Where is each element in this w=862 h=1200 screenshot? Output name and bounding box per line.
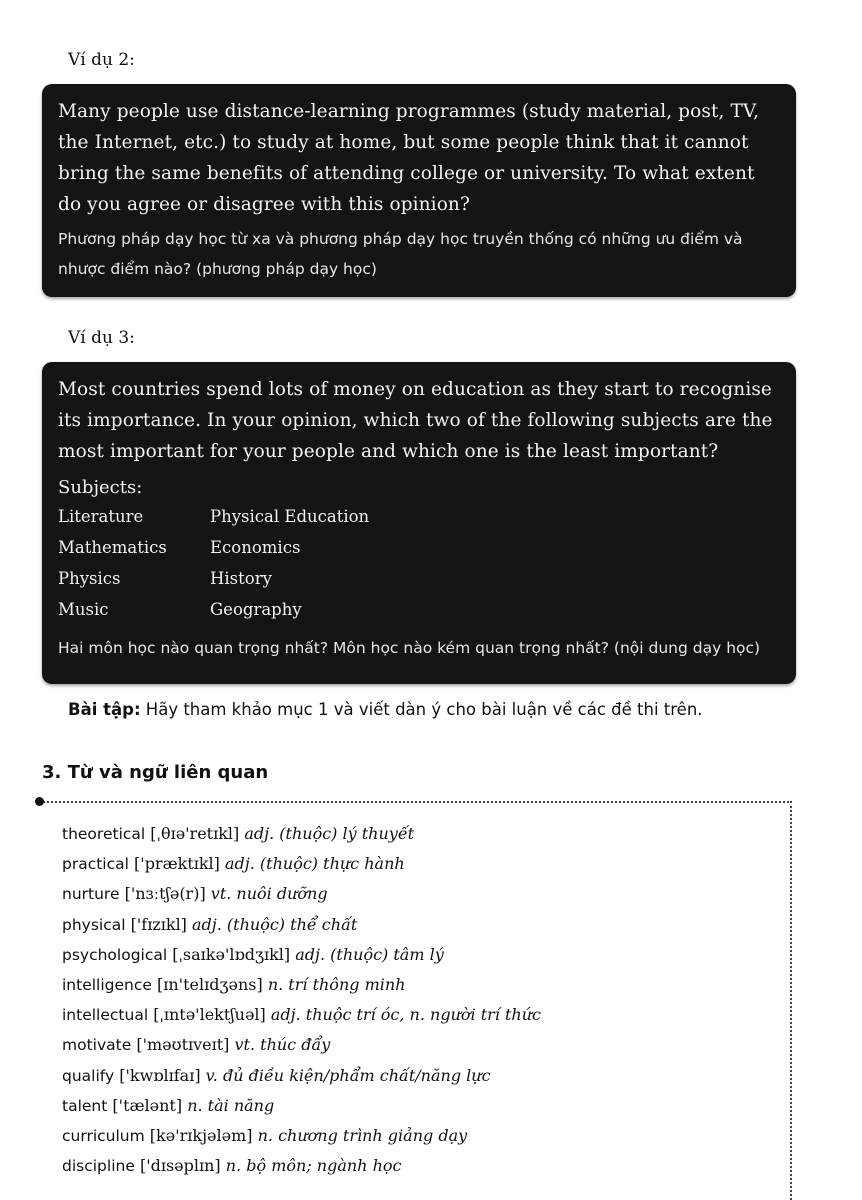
vocab-meaning: adj. (thuộc) thực hành — [225, 854, 405, 874]
subject-item: Physics — [58, 569, 121, 588]
subject-item: History — [210, 569, 272, 588]
vocab-meaning: adj. thuộc trí óc, n. người trí thức — [270, 1005, 541, 1025]
subject-item: Geography — [210, 600, 302, 619]
vocab-word: nurture — [62, 885, 120, 904]
vocab-word: intellectual — [62, 1006, 149, 1025]
subjects-list — [58, 501, 778, 625]
vocab-meaning: vt. thúc đẩy — [234, 1035, 331, 1055]
vocab-word: motivate — [62, 1036, 132, 1055]
bullet-dot-icon — [35, 797, 44, 806]
vocab-meaning: adj. (thuộc) lý thuyết — [244, 824, 415, 843]
vocab-meaning: n. trí thông minh — [267, 975, 406, 995]
example-3-prompt: Most countries spend lots of money on education as they start to recognise its importance. In your opinion, which two of the following subjects are the most important for your people and which one is the least important? — [58, 379, 773, 462]
vocab-row — [62, 1000, 541, 1030]
vocab-row — [62, 1151, 541, 1181]
vocab-ipa: ['kwɒlɪfaɪ] — [119, 1065, 201, 1085]
vocab-word: discipline — [62, 1157, 135, 1176]
example-2-translation: Phương pháp dạy học từ xa và phương pháp dạy học truyền thống có những ưu điểm và nhược điểm nào? (phương pháp dạy học) — [58, 230, 743, 278]
vocab-ipa: ['dɪsəplɪn] — [139, 1156, 221, 1176]
vocab-word: psychological — [62, 945, 168, 964]
vocab-meaning: n. chương trình giảng dạy — [257, 1126, 468, 1146]
subject-item: Economics — [210, 538, 301, 557]
subject-item: Mathematics — [58, 538, 167, 557]
vocab-ipa: ['məʊtɪveɪt] — [136, 1035, 230, 1055]
vocab-word: practical — [62, 855, 129, 874]
vocab-meaning: n. bộ môn; ngành học — [225, 1156, 402, 1176]
vocab-word: qualify — [62, 1066, 115, 1085]
subject-item: Literature — [58, 507, 144, 526]
vocab-row — [62, 819, 541, 849]
vocab-row — [62, 1091, 541, 1121]
example-3-label: Ví dụ 3: — [68, 328, 135, 348]
vocab-row — [62, 910, 541, 940]
vocab-word: intelligence — [62, 976, 152, 995]
vocab-ipa: ['fɪzɪkl] — [130, 914, 187, 934]
subjects-title: Subjects: — [58, 477, 143, 498]
example-3-box — [42, 362, 796, 684]
section-title: 3. Từ và ngữ liên quan — [42, 762, 269, 783]
vocab-ipa: ['nɜːtʃə(r)] — [124, 884, 206, 904]
vocab-row — [62, 879, 541, 909]
vocab-row — [62, 1030, 541, 1060]
vocab-meaning: adj. (thuộc) tâm lý — [295, 944, 444, 964]
vocab-ipa: ['tælənt] — [112, 1095, 183, 1115]
vocabulary-list — [62, 819, 541, 1181]
example-2-box — [42, 84, 796, 297]
subject-item: Music — [58, 600, 109, 619]
vocab-row — [62, 849, 541, 879]
vocab-meaning: adj. (thuộc) thể chất — [192, 914, 358, 934]
vocab-row — [62, 1061, 541, 1091]
vocab-ipa: [ˌɪntə'lektʃuəl] — [153, 1005, 266, 1025]
vocab-word: theoretical — [62, 825, 146, 843]
vocab-meaning: v. đủ điều kiện/phẩm chất/năng lực — [205, 1065, 491, 1085]
vocab-word: talent — [62, 1096, 108, 1115]
vocab-row — [62, 1121, 541, 1151]
vocab-ipa: [ˌθɪə'retɪkl] — [150, 824, 240, 843]
example-2-prompt: Many people use distance-learning programmes (study material, post, TV, the Internet, etc.) to study at home, but some people think that it cannot bring the same benefits of attending college or university. To what extent do you agree or disagree with this opinion? — [58, 101, 760, 215]
vocab-meaning: n. tài năng — [187, 1095, 275, 1115]
vocab-row — [62, 970, 541, 1000]
vocab-row — [62, 940, 541, 970]
example-3-translation: Hai môn học nào quan trọng nhất? Môn học nào kém quan trọng nhất? (nội dung dạy học) — [58, 639, 761, 657]
exercise-label: Bài tập: — [68, 700, 141, 719]
vocab-ipa: ['præktɪkl] — [134, 854, 220, 874]
vocab-ipa: [ˌsaɪkə'lɒdʒɪkl] — [172, 944, 291, 964]
exercise — [68, 700, 703, 719]
vocab-word: curriculum — [62, 1127, 145, 1146]
example-2-label: Ví dụ 2: — [68, 50, 135, 70]
subject-item: Physical Education — [210, 507, 370, 526]
vocab-ipa: [kə'rɪkjələm] — [149, 1126, 253, 1146]
vocab-word: physical — [62, 915, 126, 934]
vocab-ipa: [ɪn'telɪdʒəns] — [157, 975, 263, 995]
exercise-text: Hãy tham khảo mục 1 và viết dàn ý cho bài luận về các đề thi trên. — [145, 700, 703, 719]
vocab-meaning: vt. nuôi dưỡng — [210, 884, 328, 904]
